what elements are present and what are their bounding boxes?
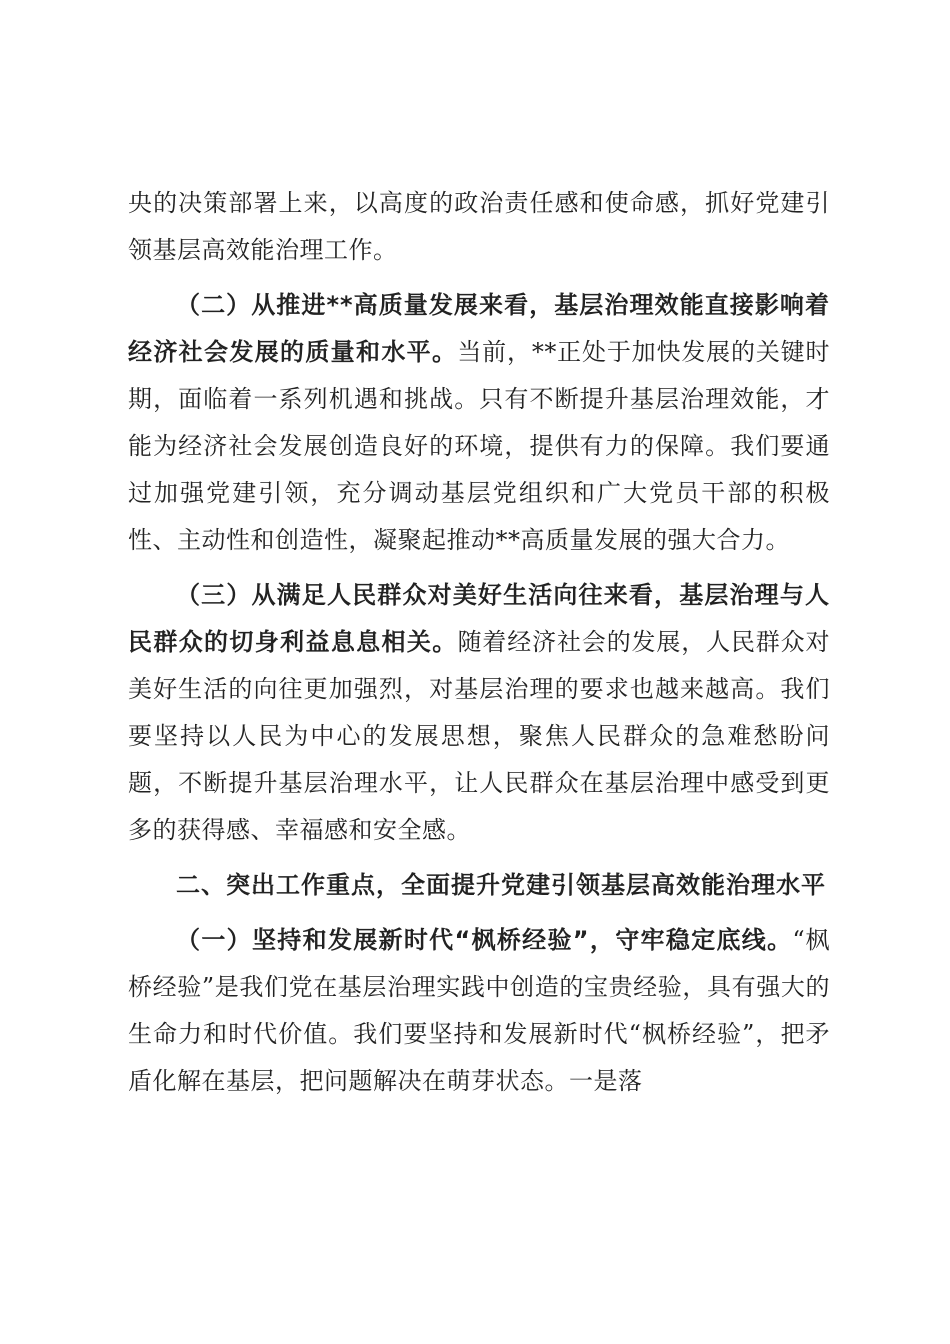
- document-body: [128, 180, 830, 1113]
- paragraph-lead-bold: （三）从满足人民群众对美好生活向往来看，基层治理与人民群众的切身利益息息相关。: [128, 581, 830, 656]
- paragraph-continuation: [128, 180, 830, 274]
- paragraph-text: 随着经济社会的发展，人民群众对美好生活的向往更加强烈，对基层治理的要求也越来越高。我们要坚持以人民为中心的发展思想，聚焦人民群众的急难愁盼问题，不断提升基层治理水平，让人民群众在基层治理中感受到更多的获得感、幸福感和安全感。: [128, 628, 831, 844]
- paragraph-lead-bold: （一）坚持和发展新时代“枫桥经验”，守牢稳定底线。: [176, 926, 793, 954]
- section-heading-2: 二、突出工作重点，全面提升党建引领基层高效能治理水平: [176, 871, 826, 899]
- paragraph-section-1-3: [128, 572, 830, 854]
- paragraph-lead-bold: （二）从推进**高质量发展来看，基层治理效能直接影响着经济社会发展的质量和水平。: [128, 291, 830, 366]
- paragraph-text: 央的决策部署上来，以高度的政治责任感和使命感，抓好党建引领基层高效能治理工作。: [128, 189, 830, 264]
- paragraph-text: 当前，**正处于加快发展的关键时期，面临着一系列机遇和挑战。只有不断提升基层治理效能，才能为经济社会发展创造良好的环境，提供有力的保障。我们要通过加强党建引领，充分调动基层党组织和广大党员干部的积极性、主动性和创造性，凝聚起推动**高质量发展的强大合力。: [128, 338, 831, 554]
- paragraph-section-1-2: [128, 282, 830, 564]
- paragraph-section-2-1: [128, 917, 830, 1105]
- paragraph-text: “枫桥经验”是我们党在基层治理实践中创造的宝贵经验，具有强大的生命力和时代价值。我们要坚持和发展新时代“枫桥经验”，把矛盾化解在基层，把问题解决在萌芽状态。一是落: [128, 926, 830, 1095]
